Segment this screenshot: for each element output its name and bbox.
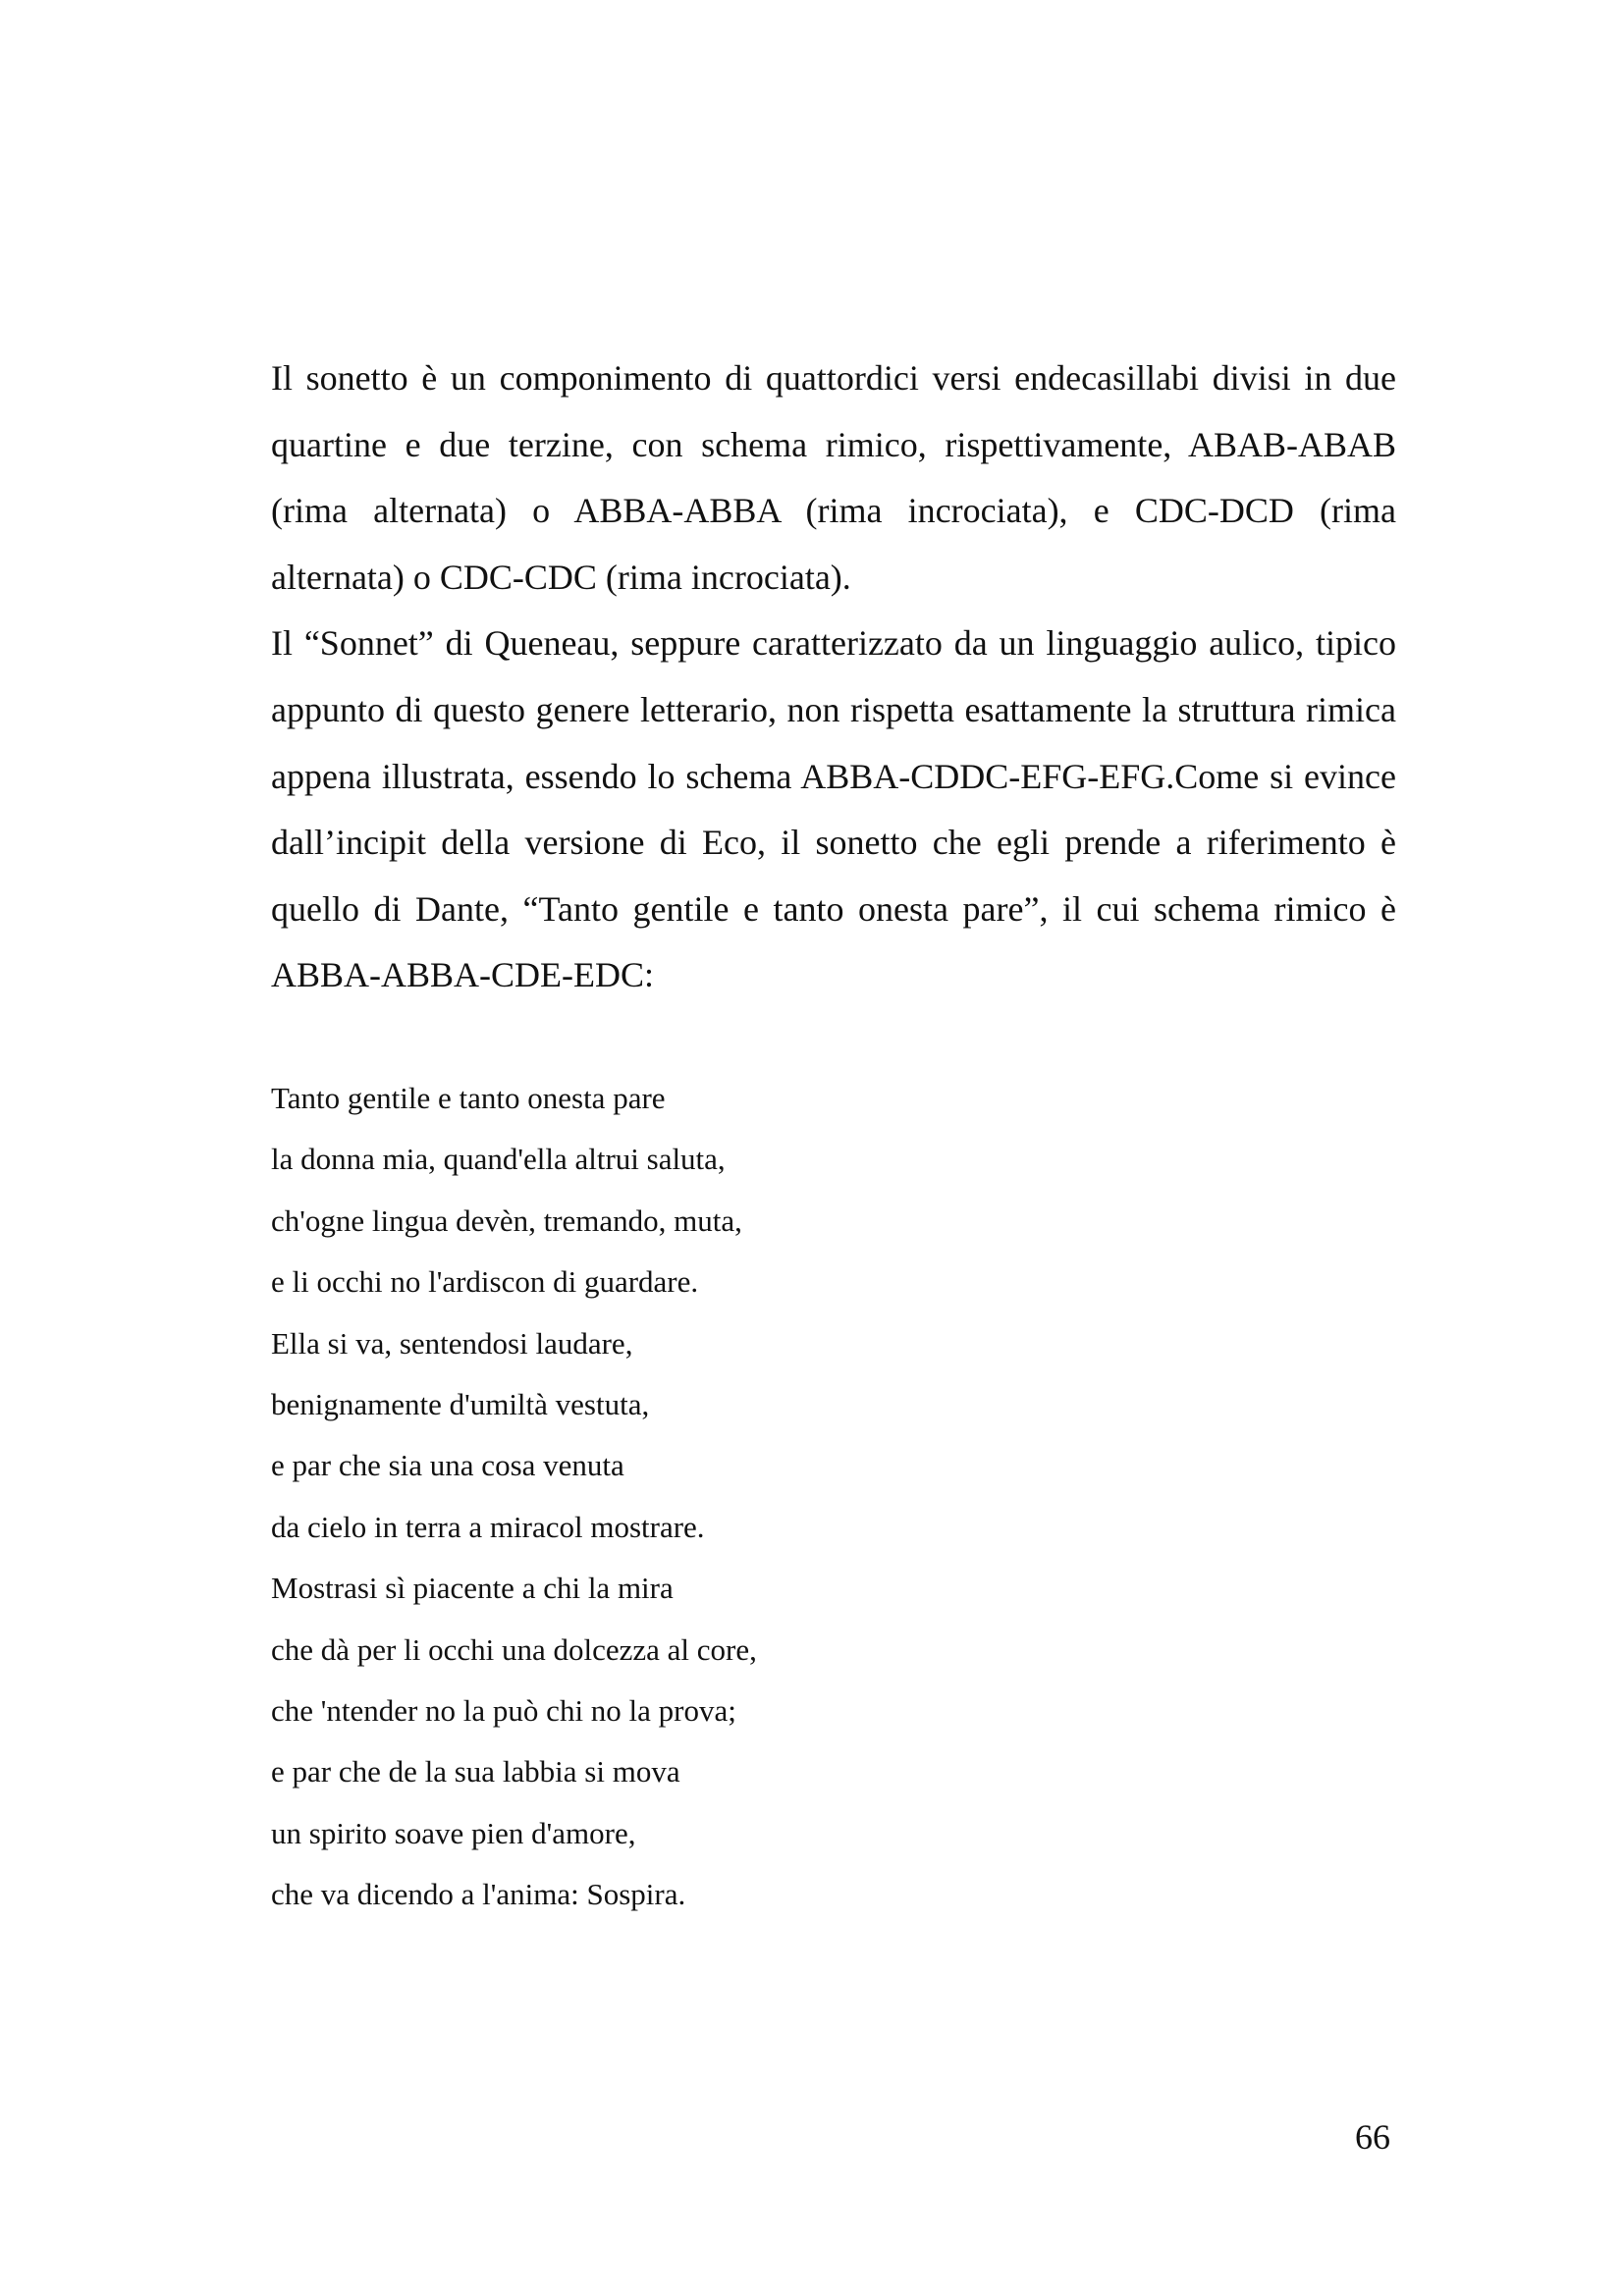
poem-line: da cielo in terra a miracol mostrare. — [271, 1509, 705, 1544]
poem-line: la donna mia, quand'ella altrui saluta, — [271, 1142, 726, 1177]
poem-line: e par che sia una cosa venuta — [271, 1448, 624, 1483]
page-number: 66 — [1355, 2117, 1390, 2157]
poem-line: benignamente d'umiltà vestuta, — [271, 1387, 650, 1422]
paragraph-queneau-sonnet: Il “Sonnet” di Queneau, seppure caratterizzato da un linguaggio aulico, tipico appunto di questo genere letterario, non rispetta esattamente la struttura rimica appena illustrata, essendo lo schema ABBA-CDDC-EFG-EFG.Come si evince dall’incipit della versione di Eco, il sonetto che egli prende a riferimento è quello di Dante, “Tanto gentile e tanto onesta pare”, il cui schema rimico è ABBA-ABBA-CDE-EDC: — [271, 623, 1396, 995]
poem-line: Tanto gentile e tanto onesta pare — [271, 1081, 666, 1115]
poem-line: che dà per li occhi una dolcezza al core, — [271, 1631, 757, 1667]
dante-sonnet-quote — [271, 1068, 757, 1926]
poem-line: e li occhi no l'ardiscon di guardare. — [271, 1264, 699, 1300]
poem-line: ch'ogne lingua devèn, tremando, muta, — [271, 1202, 742, 1238]
poem-line: e par che de la sua labbia si mova — [271, 1754, 680, 1789]
body-text — [271, 346, 1396, 1009]
poem-line: che va dicendo a l'anima: Sospira. — [271, 1877, 686, 1912]
poem-line: Ella si va, sentendosi laudare, — [271, 1325, 633, 1361]
poem-line: che 'ntender no la può chi no la prova; — [271, 1693, 736, 1729]
paragraph-sonnet-definition: Il sonetto è un componimento di quattordici versi endecasillabi divisi in due quartine e due terzine, con schema rimico, rispettivamente, ABAB-ABAB (rima alternata) o ABBA-ABBA (rima incrociata), e CDC-DCD (rima alternata) o CDC-CDC (rima incrociata). — [271, 358, 1396, 597]
poem-line: Mostrasi sì piacente a chi la mira — [271, 1571, 674, 1606]
poem-line: un spirito soave pien d'amore, — [271, 1815, 636, 1850]
